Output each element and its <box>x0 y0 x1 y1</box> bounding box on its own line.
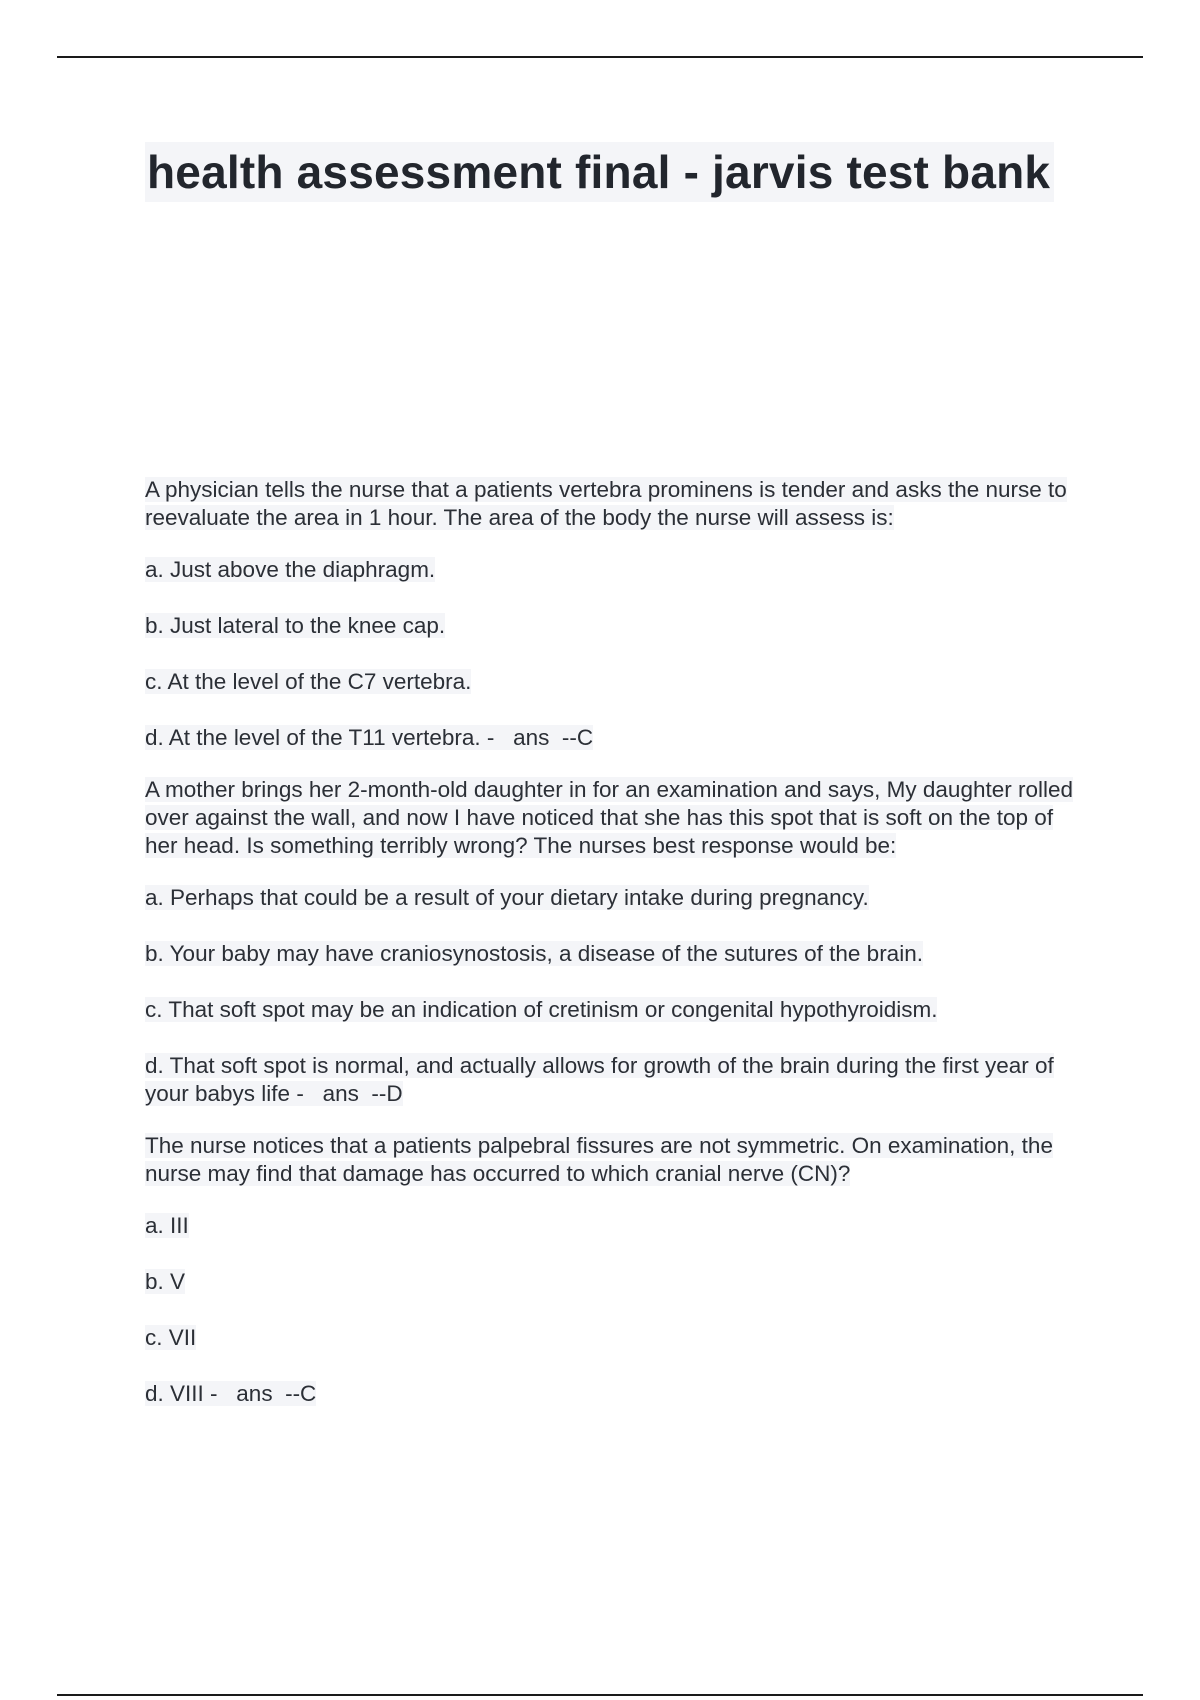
option-d: d. At the level of the T11 vertebra. - ans --C <box>145 725 594 750</box>
page-title: health assessment final - jarvis test bank <box>145 142 1054 202</box>
option-c: c. VII <box>145 1325 197 1350</box>
question-stem: A physician tells the nurse that a patients vertebra prominens is tender and asks the nurse to reevaluate the area in 1 hour. The area of the body the nurse will assess is: <box>145 477 1067 530</box>
option-a: a. Perhaps that could be a result of your dietary intake during pregnancy. <box>145 885 869 910</box>
bottom-rule <box>57 1694 1143 1696</box>
option-c: c. That soft spot may be an indication of cretinism or congenital hypothyroidism. <box>145 997 938 1022</box>
option-d: d. That soft spot is normal, and actually allows for growth of the brain during the first year of your babys life - ans --D <box>145 1053 1054 1106</box>
option-d: d. VIII - ans --C <box>145 1381 317 1406</box>
question-1 <box>145 476 1090 752</box>
question-stem: A mother brings her 2-month-old daughter in for an examination and says, My daughter rolled over against the wall, and now I have noticed that she has this spot that is soft on the top of her head. Is something terribly wrong? The nurses best response would be: <box>145 777 1074 858</box>
answer-key: - ans --C <box>210 1381 317 1406</box>
option-a: a. Just above the diaphragm. <box>145 557 436 582</box>
option-c: c. At the level of the C7 vertebra. <box>145 669 472 694</box>
top-rule <box>57 56 1143 58</box>
question-stem: The nurse notices that a patients palpebral fissures are not symmetric. On examination, the nurse may find that damage has occurred to which cranial nerve (CN)? <box>145 1133 1053 1186</box>
question-2 <box>145 776 1090 1108</box>
answer-key: - ans --D <box>296 1081 403 1106</box>
question-list <box>145 476 1090 1432</box>
option-b: b. Just lateral to the knee cap. <box>145 613 446 638</box>
answer-key: - ans --C <box>486 725 594 750</box>
option-a: a. III <box>145 1213 189 1238</box>
question-3 <box>145 1132 1090 1408</box>
option-b: b. Your baby may have craniosynostosis, a disease of the sutures of the brain. <box>145 941 923 966</box>
option-b: b. V <box>145 1269 186 1294</box>
